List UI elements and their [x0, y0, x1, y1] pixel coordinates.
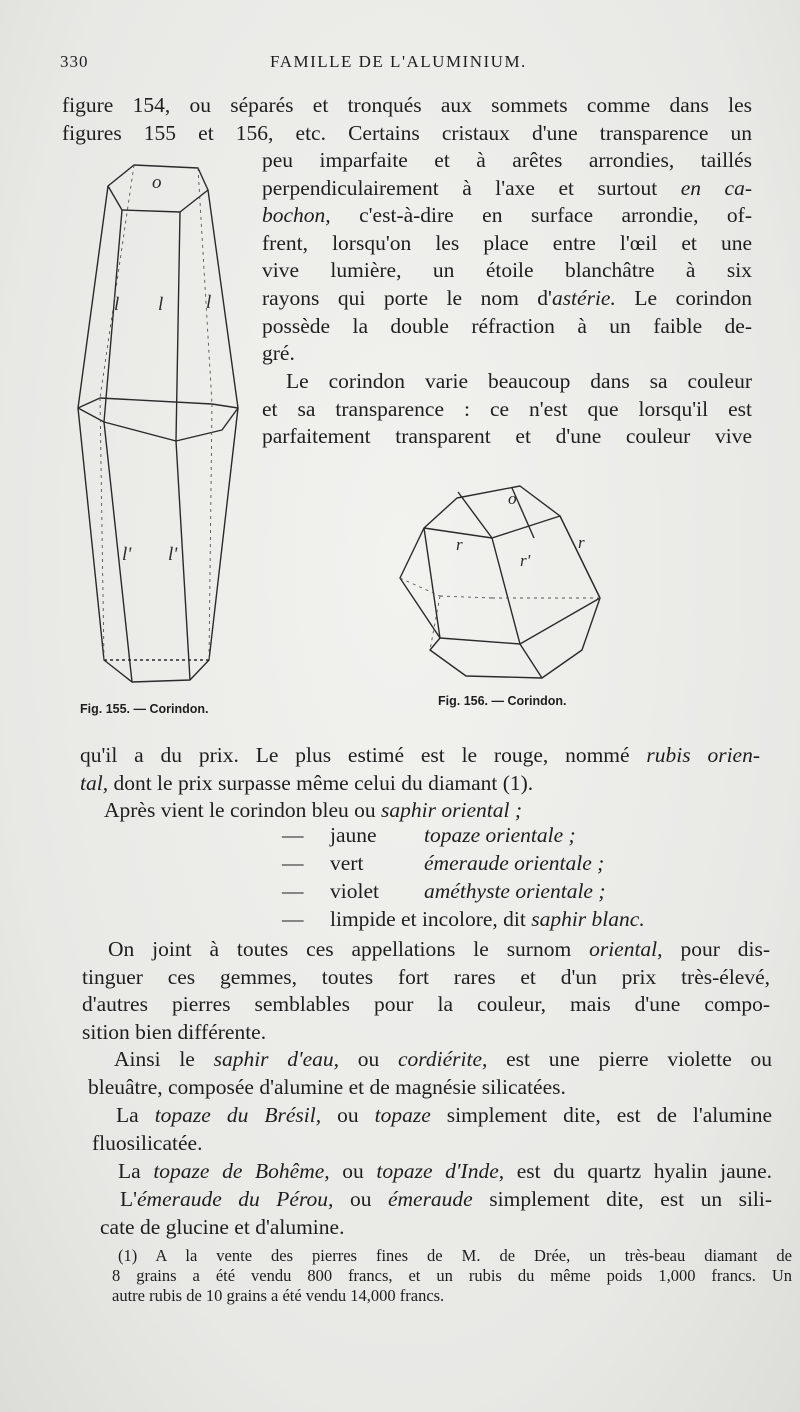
paragraph-1-wrap: [262, 147, 752, 368]
page-header: [60, 52, 750, 78]
text-line: tinguer ces gemmes, toutes fort rares et d'un prix très-élevé,: [82, 964, 770, 989]
text-line: peu imparfaite et à arêtes arrondies, taillés: [262, 148, 752, 172]
text-line: vive lumière, un étoile blanchâtre à six: [262, 258, 752, 283]
paragraph-1: [62, 92, 752, 147]
text-line: qu'il a du prix. Le plus estimé est le rouge, nommé rubis orien-: [80, 743, 761, 767]
figure-156-crystal-drawing: [392, 478, 627, 688]
paragraph-7: [96, 1158, 772, 1186]
text-line: frent, lorsqu'on les place entre l'œil et une: [262, 230, 752, 255]
paragraph-8: [100, 1186, 772, 1241]
paragraph-4: [82, 936, 770, 1046]
figure-156-caption: Fig. 156. — Corindon.: [438, 694, 567, 708]
text-line: La topaze de Bohême, ou topaze d'Inde, est du quartz hyalin jaune.: [118, 1159, 773, 1183]
text-line: rayons qui porte le nom d'astérie. Le corindon: [262, 285, 752, 310]
face-label-r: r: [578, 533, 585, 552]
text-line: cate de glucine et d'alumine.: [100, 1214, 345, 1239]
text-line: 8 grains a été vendu 800 francs, et un rubis du même poids 1,000 francs. Un: [112, 1266, 792, 1285]
face-label-r-prime: r': [520, 551, 531, 570]
paragraph-6: [92, 1102, 772, 1157]
text-line: sition bien différente.: [82, 1019, 267, 1044]
running-title: FAMILLE DE L'ALUMINIUM.: [270, 52, 527, 71]
paragraph-2: [262, 368, 752, 451]
text-line: et sa transparence : ce n'est que lorsqu'il est: [262, 396, 752, 421]
figure-155-crystal-drawing: [72, 160, 247, 700]
text-line: On joint à toutes ces appellations le surnom oriental, pour dis-: [108, 937, 770, 961]
text-line: figures 155 et 156, etc. Certains cristaux d'une transparence un: [62, 120, 752, 145]
face-label-o: o: [152, 172, 162, 193]
figure-155-caption: Fig. 155. — Corindon.: [80, 702, 209, 716]
text-line: L'émeraude du Pérou, ou émeraude simplement dite, est un sili-: [120, 1187, 773, 1211]
face-label-o: o: [508, 489, 517, 508]
paragraph-3: [80, 742, 760, 825]
paragraph-5: [88, 1046, 772, 1101]
text-line: fluosilicatée.: [92, 1130, 203, 1155]
text-line: gré.: [262, 341, 295, 366]
text-line: figure 154, ou séparés et tronqués aux sommets comme dans les: [62, 93, 752, 117]
footnote: [112, 1246, 792, 1306]
face-label-l: l: [206, 292, 212, 313]
text-line: parfaitement transparent et d'une couleur vive: [262, 424, 752, 449]
text-line: Ainsi le saphir d'eau, ou cordiérite, est une pierre violette ou: [114, 1047, 773, 1071]
text-line: Après vient le corindon bleu ou saphir oriental ;: [104, 798, 522, 823]
face-label-l-prime: l': [168, 544, 178, 565]
text-line: autre rubis de 10 grains a été vendu 14,000 francs.: [112, 1286, 445, 1305]
text-line: perpendiculairement à l'axe et surtout en ca-: [262, 175, 752, 200]
text-line: Le corindon varie beaucoup dans sa couleur: [286, 369, 752, 393]
text-line: possède la double réfraction à un faible de-: [262, 313, 752, 338]
face-label-r: r: [456, 535, 463, 554]
text-line: bochon, c'est-à-dire en surface arrondie, of-: [262, 203, 752, 228]
text-line: bleuâtre, composée d'alumine et de magnésie silicatées.: [88, 1074, 566, 1099]
text-line: d'autres pierres semblables pour la couleur, mais d'une compo-: [82, 992, 770, 1017]
face-label-l: l: [158, 294, 164, 315]
face-label-l: l: [114, 294, 120, 315]
text-line: (1) A la vente des pierres fines de M. de Drée, un très-beau diamant de: [118, 1246, 792, 1265]
crystal-top-face: [424, 486, 560, 538]
face-label-l-prime: l': [122, 544, 132, 565]
page-number: 330: [60, 52, 89, 71]
text-line: La topaze du Brésil, ou topaze simplement dite, est de l'alumine: [116, 1103, 773, 1127]
book-page: 330 FAMILLE DE L'ALUMINIUM. figure 154, ou séparés et tronqués aux sommets comme dans les figures 155 et 156, etc. Certains cristaux d'une transparence un peu imparfaite et à arêtes arrondies, taillés perpendiculairement à l'axe et surtout en ca- bochon, c'est-à-dire en surface arrondie, of- frent, lorsqu'on les place entre l'œil et une vive lumière, un étoile blanchâtre à six rayons qui porte le nom d'astérie. Le corindon possède la double réfraction à un faible de- gré. Le corindon varie beaucoup dans sa couleur et sa transparence : ce n'est que lorsqu'il est parfaitement transparent et d'une couleur vive o l l l l' l' Fig. 155. — Corindon. o r r r' Fig. 156. — Corindon. qu'il a du prix. Le plus estimé est le rouge, nommé rubis orien- tal, dont le prix surpasse même celui du diamant (1). Après vient le corindon bleu ou saphir oriental ; — jaune topaze orientale ; — vert émeraude orientale ; — violet améthyste orientale ; — limpide et incolore, dit saphir blanc. On joint à toutes ces appellations le surnom oriental, pour dis- tinguer ces gemmes, toutes fort rares et d'un prix très-élevé, d'autres pierres semblables pour la couleur, mais d'une compo- sition bien différente. Ainsi le saphir d'eau, ou cordiérite, est une pierre violette ou bleuâtre, composée d'alumine et de magnésie silicatées. La topaze du Brésil, ou topaze simplement dite, est de l'alumine fluosilicatée. La topaze de Bohême, ou topaze d'Inde, est du quartz hyalin jaune. L'émeraude du Pérou, ou émeraude simplement dite, est un sili- cate de glucine et d'alumine. (1) A la vente des pierres fines de M. de Drée, un très-beau diamant de 8 grains a été vendu 800 francs, et un rubis du même poids 1,000 francs. Un autre rubis de 10 grains a été vendu 14,000 francs.: [0, 0, 800, 1412]
text-line: tal, dont le prix surpasse même celui du diamant (1).: [80, 770, 534, 795]
